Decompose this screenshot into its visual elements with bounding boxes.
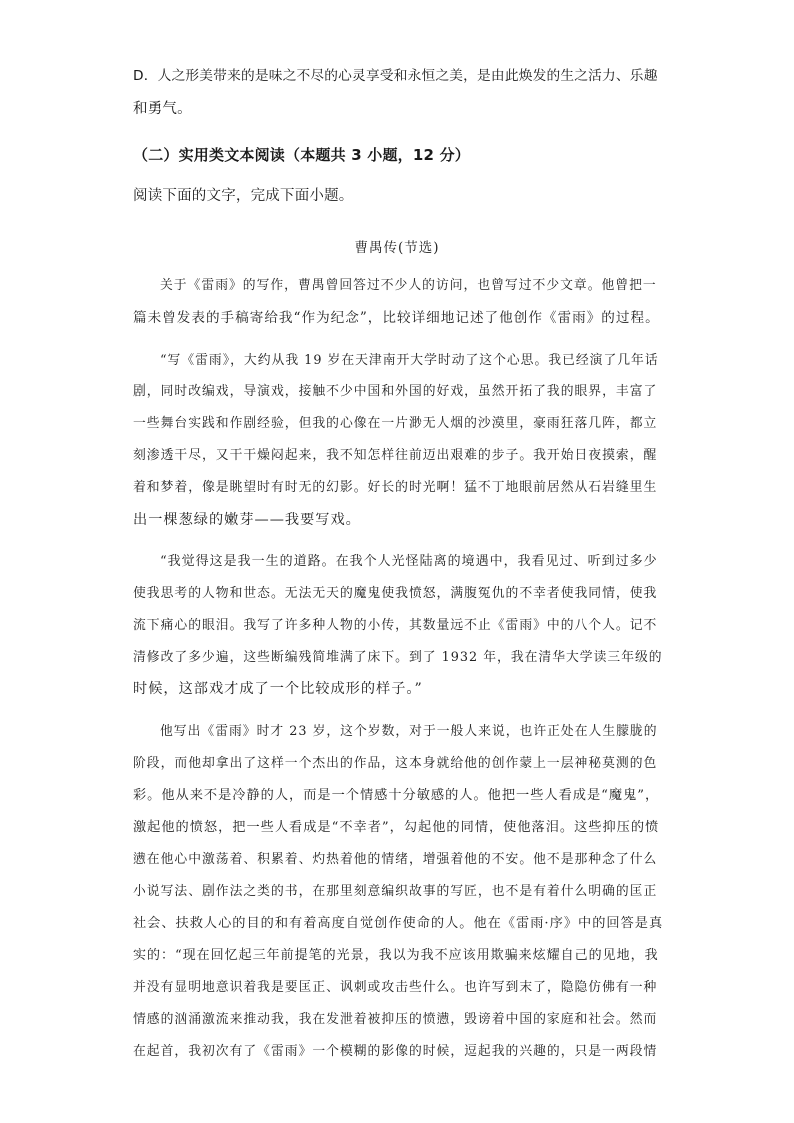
paragraph-line: 篇未曾发表的手稿寄给我“作为纪念”，比较详细地记述了他创作《雷雨》的过程。 [133, 310, 660, 326]
section-heading: （二）实用类文本阅读（本题共 3 小题，12 分） [133, 146, 470, 164]
paragraph-line: 激起他的愤怒，把一些人看成是“不幸者”，勾起他的同情，使他落泪。这些抑压的愤 [133, 820, 660, 835]
paragraph-line: 彩。他从来不是冷静的人，而是一个情感十分敏感的人。他把一些人看成是“魔鬼”， [133, 788, 660, 803]
instruction-text: 阅读下面的文字，完成下面小题。 [133, 188, 354, 204]
paragraph-line: “我觉得这是我一生的道路。在我个人光怪陆离的境遇中，我看见过、听到过多少 [160, 554, 658, 569]
paragraph-line: 使我思考的人物和世态。无法无天的魔鬼使我愤怒，满腹冤仇的不幸者使我同情，使我 [133, 586, 658, 601]
paragraph-line: 懑在他心中激荡着、积累着、灼热着他的情绪，增强着他的不安。他不是那种念了什么 [133, 852, 658, 867]
paragraph-line: 刻渗透干尽，又干干燥闷起来，我不知怎样往前迈出艰难的步子。我开始日夜摸索，醒 [133, 448, 658, 463]
paragraph-line: 实的：“现在回忆起三年前提笔的光景，我以为我不应该用欺骗来炫耀自己的见地，我 [133, 948, 659, 963]
paragraph-line: 在起首，我初次有了《雷雨》一个模糊的影像的时候，逗起我的兴趣的，只是一两段情 [133, 1044, 658, 1059]
paragraph-line: 着和梦着，像是眺望时有时无的幻影。好长的时光啊！猛不丁地眼前居然从石岩缝里生 [133, 480, 658, 495]
paragraph-line: 关于《雷雨》的写作，曹禺曾回答过不少人的访问，也曾写过不少文章。他曾把一 [160, 278, 657, 293]
article-title: 曹禺传(节选) [354, 240, 440, 256]
paragraph-line: 清修改了多少遍，这些断编残简堆满了床下。到了 1932 年，我在清华大学读三年级的 [133, 650, 663, 665]
paragraph-line: 一些舞台实践和作剧经验，但我的心像在一片渺无人烟的沙漠里，豪雨狂落几阵，都立 [133, 416, 658, 431]
option-d-line-1: D．人之形美带来的是味之不尽的心灵享受和永恒之美，是由此焕发的生之活力、乐趣 [133, 68, 658, 84]
paragraph-line: 时候，这部戏才成了一个比较成形的样子。” [133, 681, 423, 697]
paragraph-line: 流下痛心的眼泪。我写了许多种人物的小传，其数量远不止《雷雨》中的八个人。记不 [133, 618, 658, 633]
paragraph-line: 出一棵葱绿的嫩芽——我要写戏。 [133, 512, 361, 528]
paragraph-line: 他写出《雷雨》时才 23 岁，这个岁数，对于一般人来说，也许正处在人生朦胧的 [160, 724, 658, 739]
paragraph-line: 小说写法、剧作法之类的书，在那里刻意编织故事的写匠，也不是有着什么明确的匡正 [133, 884, 658, 899]
option-d-line-2: 和勇气。 [133, 101, 192, 117]
paragraph-line: 剧，同时改编戏，导演戏，接触不少中国和外国的好戏，虽然开拓了我的眼界，丰富了 [133, 384, 658, 399]
paragraph-line: 并没有显明地意识着我是要匡正、讽刺或攻击些什么。也许写到末了，隐隐仿佛有一种 [133, 980, 658, 995]
paragraph-line: 阶段，而他却拿出了这样一个杰出的作品，这本身就给他的创作蒙上一层神秘莫测的色 [133, 756, 658, 771]
paragraph-line: 社会、扶救人心的目的和有着高度自觉创作使命的人。他在《雷雨·序》中的回答是真 [133, 916, 664, 931]
paragraph-line: 情感的汹涌激流来推动我，我在发泄着被抑压的愤懑，毁谤着中国的家庭和社会。然而 [133, 1012, 658, 1027]
paragraph-line: “写《雷雨》，大约从我 19 岁在天津南开大学时动了这个心思。我已经演了几年话 [160, 353, 659, 368]
